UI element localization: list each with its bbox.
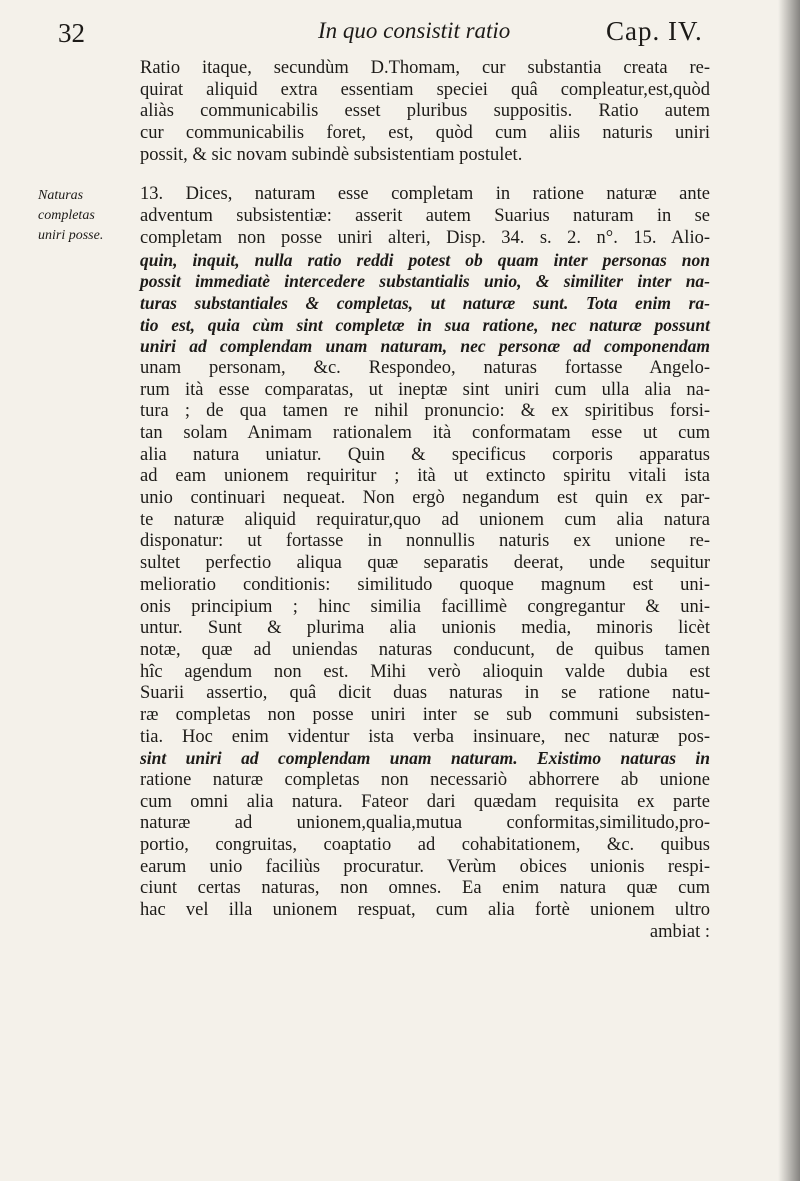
text-line: sultet perfectio aliqua quæ separatis deerat, unde sequitur xyxy=(140,553,710,574)
text-line: aliàs communicabilis esset pluribus suppositis. Ratio autem xyxy=(140,101,710,122)
text-line: unam personam, &c. Respondeo, naturas fortasse Angelo- xyxy=(140,357,710,378)
text-line: tan solam Animam rationalem ità conformatam esse ut cum xyxy=(140,423,710,443)
text-line: tura ; de qua tamen re nihil pronuncio: & ex spiritibus forsi- xyxy=(140,401,710,422)
text-line: unio continuari nequeat. Non ergò negandum est quin ex par- xyxy=(140,488,710,509)
text-line: ciunt certas naturas, non omnes. Ea enim natura quæ cum xyxy=(140,878,710,899)
text-line: cur communicabilis foret, est, quòd cum aliis naturis uniri xyxy=(140,123,710,144)
text-line: completam non posse uniri alteri, Disp. 34. s. 2. n°. 15. Alio- xyxy=(140,227,710,248)
text-line: ambiat : xyxy=(649,921,710,942)
text-line: 13. Dices, naturam esse completam in ratione naturæ ante xyxy=(140,184,710,205)
margin-note-line: Naturas xyxy=(38,188,84,203)
text-line: ratione naturæ completas non necessariò abhorrere ab unione xyxy=(140,770,710,790)
text-line: possit immediatè intercedere substantialis unio, & similiter inter na- xyxy=(140,271,710,292)
chapter-label: Cap. IV. xyxy=(606,16,703,46)
text-line: naturæ ad unionem,qualia,mutua conformitas,similitudo,pro- xyxy=(140,813,710,834)
text-line: possit, & sic novam subindè subsistentiam postulet. xyxy=(140,144,523,165)
text-line: hac vel illa unionem respuat, cum alia fortè unionem ultro xyxy=(140,900,710,921)
text-line: Suarii assertio, quâ dicit duas naturas in se ratione natu- xyxy=(140,683,710,704)
text-line: hîc agendum non est. Mihi verò alioquin valde dubia est xyxy=(140,661,710,682)
body-text xyxy=(140,58,710,944)
text-line: onis principium ; hinc similia facillimè congregantur & uni- xyxy=(140,596,710,617)
page-edge-shadow xyxy=(778,0,800,1181)
paragraph-gap xyxy=(140,166,710,184)
text-line: notæ, quæ ad uniendas naturas conducunt, de quibus tamen xyxy=(140,639,710,660)
text-line: cum omni alia natura. Fateor dari quædam requisita ex parte xyxy=(140,791,710,812)
text-line: ad eam unionem requiritur ; ità ut extincto spiritu vitali ista xyxy=(140,466,710,487)
page-number: 32 xyxy=(58,18,85,48)
text-line: earum unio faciliùs procuratur. Verùm obices unionis respi- xyxy=(140,856,710,877)
text-line: Ratio itaque, secundùm D.Thomam, cur substantia creata re- xyxy=(140,58,710,78)
text-line: rum ità esse comparatas, ut ineptæ sint uniri cum ulla alia na- xyxy=(140,379,710,400)
running-title: In quo consistit ratio xyxy=(318,18,511,43)
text-line: quin, inquit, nulla ratio reddi potest ob quam inter personas non xyxy=(140,249,710,270)
text-line: turas substantiales & completas, ut naturæ sunt. Tota enim ra- xyxy=(140,292,710,313)
text-line: ræ completas non posse uniri inter se sub communi subsisten- xyxy=(140,704,710,725)
text-line: alia natura uniatur. Quin & specificus corporis apparatus xyxy=(140,444,710,465)
text-line: adventum subsistentiæ: asserit autem Suarius naturam in se xyxy=(140,206,710,227)
margin-note-line: completas xyxy=(38,208,95,223)
text-line: tia. Hoc enim videntur ista verba insinuare, nec naturæ pos- xyxy=(140,726,710,747)
text-line: untur. Sunt & plurima alia unionis media, minoris licèt xyxy=(140,618,710,639)
text-line: sint uniri ad complendam unam naturam. Existimo naturas in xyxy=(140,748,710,769)
text-line: portio, congruitas, coaptatio ad cohabitationem, &c. quibus xyxy=(140,835,710,856)
text-line: disponatur: ut fortasse in nonnullis naturis ex unione re- xyxy=(140,531,710,552)
running-header xyxy=(0,14,800,50)
text-line: tio est, quia cùm sint completæ in sua ratione, nec naturæ possunt xyxy=(140,314,710,335)
text-line: quirat aliquid extra essentiam speciei quâ compleatur,est,quòd xyxy=(140,79,710,100)
text-line: melioratio conditionis: similitudo quoque magnum est uni- xyxy=(140,574,710,595)
text-line: uniri ad complendam unam naturam, nec personæ ad componendam xyxy=(140,336,710,357)
margin-note xyxy=(38,186,130,246)
margin-note-line: uniri posse. xyxy=(38,228,104,243)
text-line: te naturæ aliquid requiratur,quo ad unionem cum alia natura xyxy=(140,509,710,530)
